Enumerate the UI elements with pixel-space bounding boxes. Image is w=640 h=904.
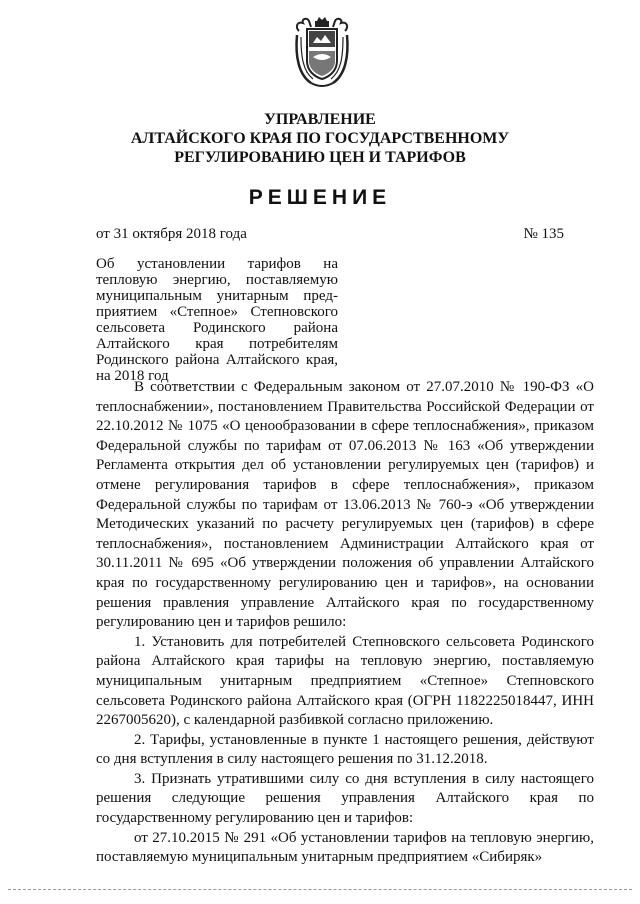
coat-of-arms-icon — [293, 17, 351, 89]
document-subject: Об установлении тарифов на тепловую энергию, поставляемую муниципальным унитарным предприятием «Степное» Степновского сельсовета Родинского района Алтайского края потребителям Родинского района Алтайского края, на 2018 год — [96, 256, 338, 384]
page-bottom-divider — [8, 889, 632, 890]
document-body — [96, 378, 594, 868]
document-title: РЕШЕНИЕ — [248, 186, 392, 209]
agency-name-line-1: УПРАВЛЕНИЕ — [264, 111, 376, 128]
agency-name-line-2: АЛТАЙСКОГО КРАЯ ПО ГОСУДАРСТВЕННОМУ — [130, 130, 510, 147]
body-paragraph-1: В соответствии с Федеральным законом от 27.07.2010 № 190-ФЗ «О теплоснабжении», постановлением Правительства Российской Федерации от 22.10.2012 № 1075 «О ценообразовании в сфере теплоснабжения», приказом Федеральной службы по тарифам от 07.06.2013 № 163 «Об утверждении Регламента открытия дел об установлении регулируемых цен (тарифов) и отмене регулирования тарифов в сфере теплоснабжения», приказом Федеральной службы по тарифам от 13.06.2013 № 760-э «Об утверждении Методических указаний по расчету регулируемых цен (тарифов) в сфере теплоснабжения», постановлением Администрации Алтайского края от 30.11.2011 № 695 «Об утверждении положения об управлении Алтайского края по государственному регулированию цен и тарифов», на основании решения правления управление Алтайского края по государственному регулированию цен и тарифов решило: — [96, 379, 594, 631]
body-paragraph-2: 1. Установить для потребителей Степновского сельсовета Родинского района Алтайского края тарифы на тепловую энергию, поставляемую муниципальным унитарным предприятием «Степное» Степновского сельсовета Родинского района Алтайского края (ОГРН 1182225018447, ИНН 2267005620), с календарной разбивкой согласно приложению. — [96, 633, 594, 729]
agency-name-line-3: РЕГУЛИРОВАНИЮ ЦЕН И ТАРИФОВ — [174, 149, 466, 166]
body-paragraph-3: 2. Тарифы, установленные в пункте 1 настоящего решения, действуют со дня вступления в силу настоящего решения по 31.12.2018. — [96, 731, 594, 768]
body-paragraph-5: от 27.10.2015 № 291 «Об установлении тарифов на тепловую энергию, поставляемую муниципальным унитарным предприятием «Сибиряк» — [96, 829, 594, 866]
document-number: № 135 — [523, 226, 564, 242]
body-paragraph-4: 3. Признать утратившими силу со дня вступления в силу настоящего решения следующие решения управления Алтайского края по государственному регулированию цен и тарифов: — [96, 770, 594, 827]
document-date: от 31 октября 2018 года — [96, 226, 247, 242]
